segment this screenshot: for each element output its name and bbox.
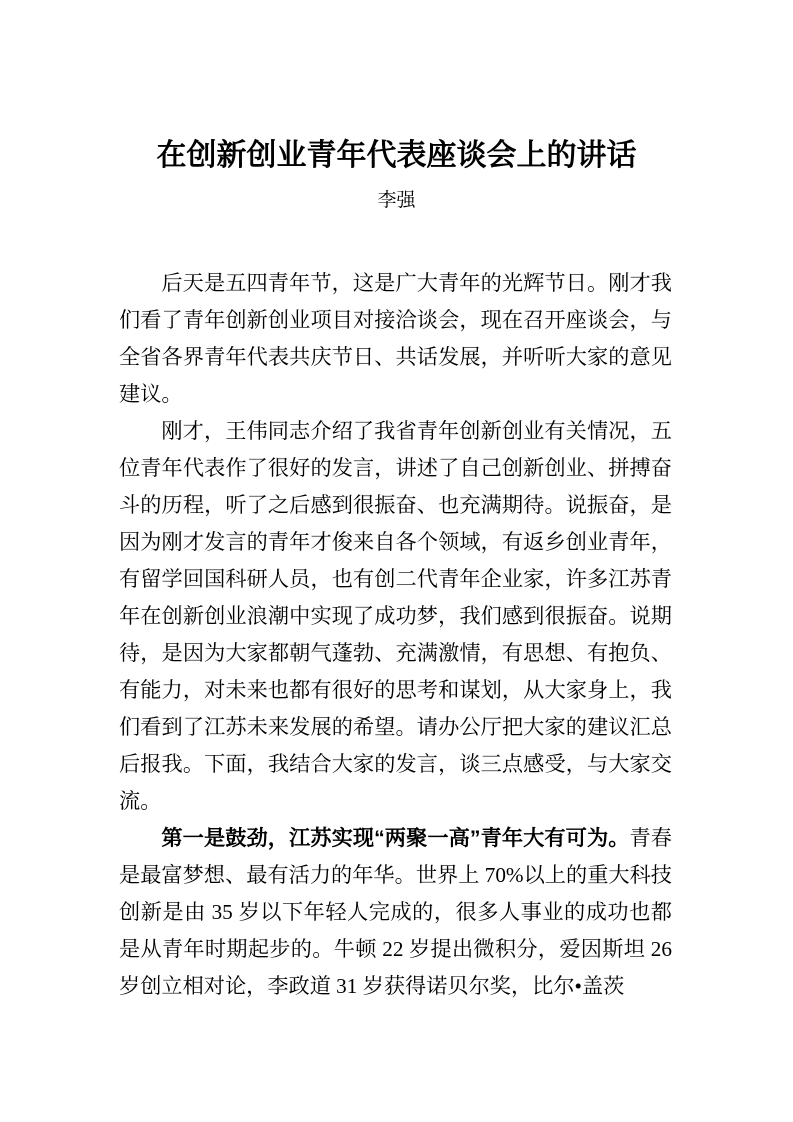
paragraph-intro-text: 后天是五四青年节，这是广大青年的光辉节日。刚才我们看了青年创新创业项目对接洽谈会，现在召开座谈会，与全省各界青年代表共庆节日、共话发展，并听听大家的意见建议。 [119,271,672,406]
document-body [119,265,672,1005]
paragraph-point-one-text: 青春是最富梦想、最有活力的年华。世界上 70%以上的重大科技创新是由 35 岁以下年轻人完成的，很多人事业的成功也都是从青年时期起步的。牛顿 22 岁提出微积分，爱因斯坦 26 岁创立相对论，李政道 31 岁获得诺贝尔奖，比尔•盖茨 [119,826,672,998]
document-title: 在创新创业青年代表座谈会上的讲话 [156,139,637,172]
paragraph-point-one [119,820,672,1005]
author-byline: 李强 [377,190,416,211]
paragraph-remarks [119,413,672,820]
paragraph-intro [119,265,672,413]
paragraph-remarks-text: 刚才，王伟同志介绍了我省青年创新创业有关情况，五位青年代表作了很好的发言，讲述了自己创新创业、拼搏奋斗的历程，听了之后感到很振奋、也充满期待。说振奋，是因为刚才发言的青年才俊来自各个领域，有返乡创业青年，有留学回国科研人员，也有创二代青年企业家，许多江苏青年在创新创业浪潮中实现了成功梦，我们感到很振奋。说期待，是因为大家都朝气蓬勃、充满激情，有思想、有抱负、有能力，对未来也都有很好的思考和谋划，从大家身上，我们看到了江苏未来发展的希望。请办公厅把大家的建议汇总后报我。下面，我结合大家的发言，谈三点感受，与大家交流。 [119,419,672,813]
paragraph-point-one-heading: 第一是鼓劲，江苏实现“两聚一高”青年大有可为。 [161,827,630,850]
